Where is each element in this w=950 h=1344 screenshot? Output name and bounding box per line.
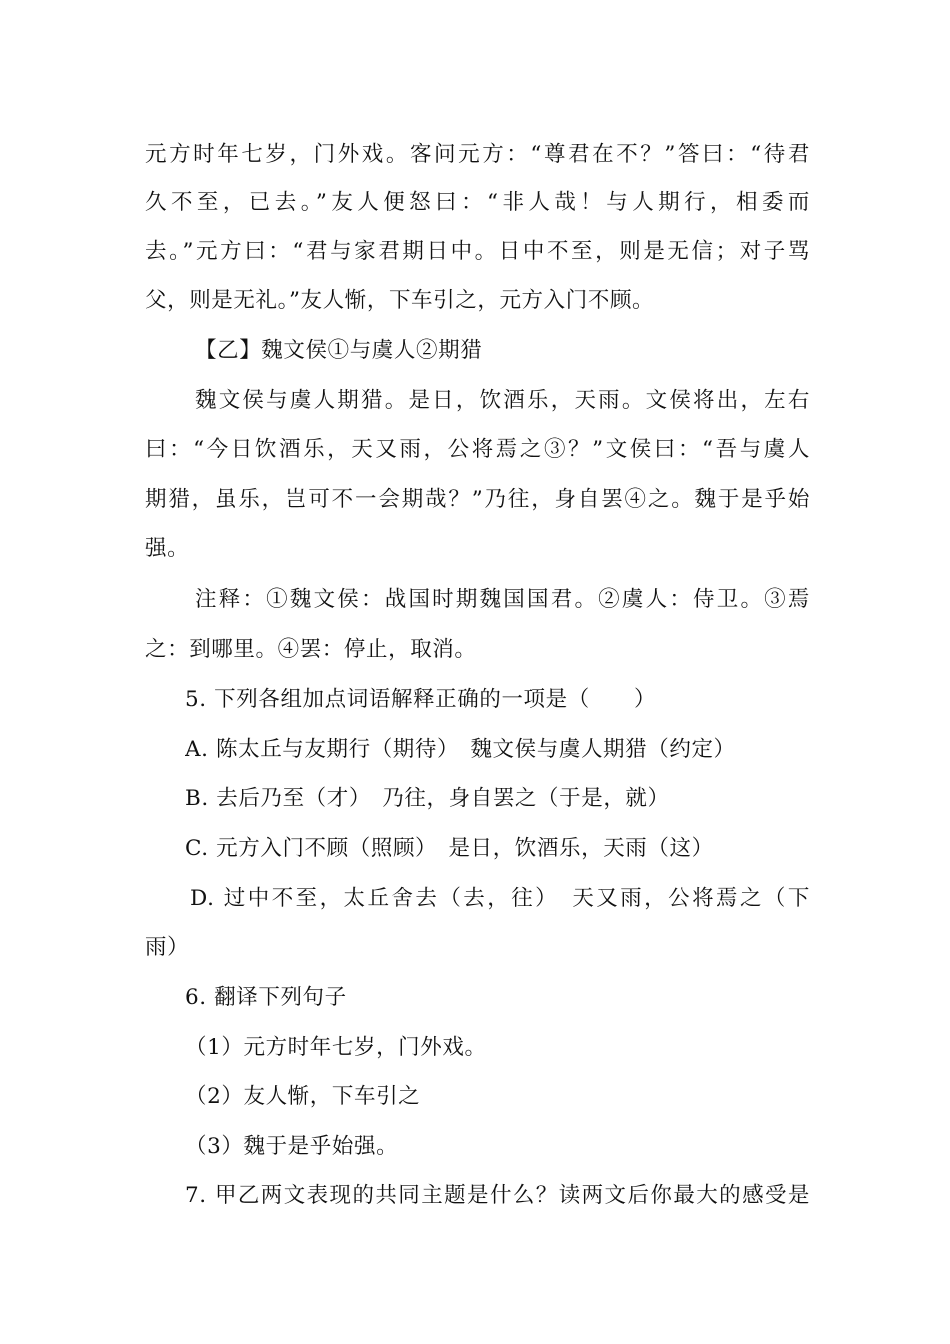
passage-jia-line-4: 父，则是无礼。”友人惭，下车引之，元方入门不顾。	[145, 288, 655, 313]
question-6-item-2: （2）友人惭，下车引之	[185, 1084, 421, 1109]
passage-yi-line-1: 魏文侯与虞人期猎。是日，饮酒乐，天雨。文侯将出，左右	[195, 388, 810, 413]
question-6-item-3: （3）魏于是乎始强。	[185, 1134, 399, 1159]
passage-yi-line-4: 强。	[145, 536, 190, 561]
question-5-stem: 5. 下列各组加点词语解释正确的一项是（ ）	[185, 687, 657, 712]
question-6-item-1: （1）元方时年七岁，门外戏。	[185, 1035, 487, 1060]
passage-jia-line-3: 去。”元方曰：“君与家君期日中。日中不至，则是无信；对子骂	[145, 239, 810, 264]
passage-yi-line-2: 曰：“今日饮酒乐，天又雨，公将焉之③？”文侯曰：“吾与虞人	[145, 437, 810, 462]
question-7-stem: 7. 甲乙两文表现的共同主题是什么？读两文后你最大的感受是	[185, 1183, 810, 1208]
question-6-stem: 6. 翻译下列句子	[185, 985, 347, 1010]
question-5-option-c: C. 元方入门不顾（照顾） 是日，饮酒乐，天雨（这）	[185, 836, 714, 861]
question-5-option-d-continued: 雨）	[145, 935, 190, 960]
passage-yi-line-3: 期猎，虽乐，岂可不一会期哉？”乃往，身自罢④之。魏于是乎始	[145, 487, 810, 512]
passage-jia-line-1: 元方时年七岁，门外戏。客问元方：“尊君在不？”答曰：“待君	[145, 142, 810, 167]
question-5-option-a: A. 陈太丘与友期行（期待） 魏文侯与虞人期猎（约定）	[185, 737, 736, 762]
passage-yi-title: 【乙】魏文侯①与虞人②期猎	[195, 338, 483, 363]
question-5-option-b: B. 去后乃至（才） 乃往，身自罢之（于是，就）	[185, 786, 670, 811]
passage-jia-line-2: 久不至，已去。”友人便怒曰：“非人哉！与人期行，相委而	[145, 190, 810, 215]
notes-line-1: 注释：①魏文侯：战国时期魏国国君。②虞人：侍卫。③焉	[195, 587, 810, 612]
question-5-option-d: D. 过中不至，太丘舍去（去，往） 天又雨，公将焉之（下	[190, 886, 810, 911]
notes-line-2: 之：到哪里。④罢：停止，取消。	[145, 637, 477, 662]
